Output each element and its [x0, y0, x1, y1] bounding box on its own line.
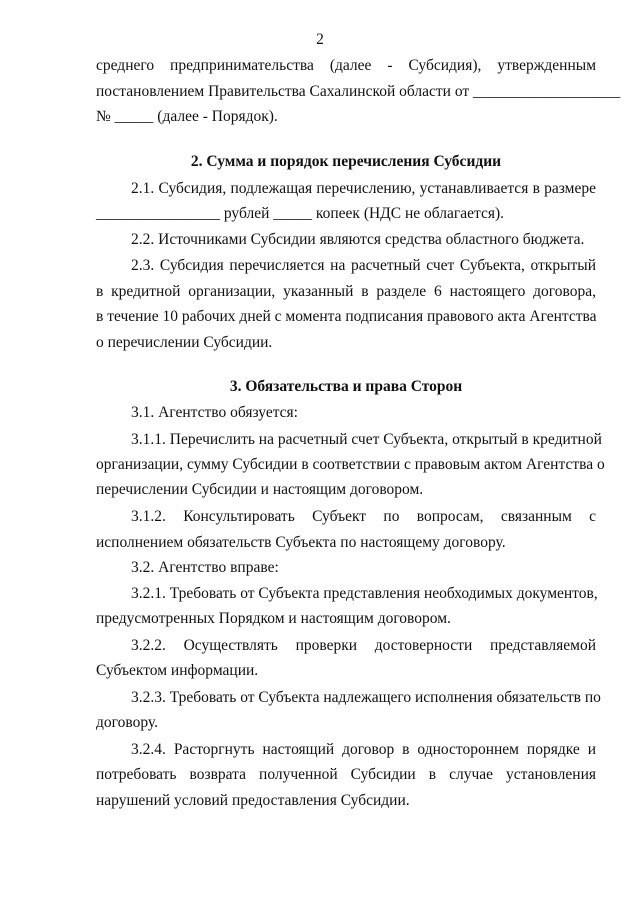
- text-line: в кредитной организации, указанный в разделе 6 настоящего договора,: [96, 283, 596, 300]
- text-line: 2.2. Источниками Субсидии являются средства областного бюджета.: [131, 231, 585, 248]
- text-line: 3.2.4. Расторгнуть настоящий договор в одностороннем порядке и: [131, 741, 596, 758]
- text-line: 3.1. Агентство обязуется:: [131, 404, 298, 421]
- text-line: 3.2.2. Осуществлять проверки достоверности представляемой: [131, 637, 596, 654]
- text-line: постановлением Правительства Сахалинской области от ___________________: [96, 83, 621, 100]
- text-line: 3.2.3. Требовать от Субъекта надлежащего исполнения обязательств по: [131, 689, 601, 706]
- text-line: нарушений условий предоставления Субсидии.: [96, 792, 410, 809]
- section-heading-3: 3. Обязательства и права Сторон: [229, 378, 463, 395]
- text-line: предусмотренных Порядком и настоящим договором.: [96, 610, 451, 627]
- text-line: № _____ (далее - Порядок).: [96, 108, 278, 125]
- text-line: 3.1.2. Консультировать Субъект по вопросам, связанным с: [131, 508, 596, 525]
- text-line: 2.1. Субсидия, подлежащая перечислению, устанавливается в размере: [131, 180, 596, 197]
- text-line: организации, сумму Субсидии в соответствии с правовым актом Агентства о: [96, 456, 605, 473]
- text-line: среднего предпринимательства (далее - Субсидия), утвержденным: [96, 57, 596, 74]
- text-line: 3.1.1. Перечислить на расчетный счет Субъекта, открытый в кредитной: [131, 431, 602, 448]
- text-line: 3.2. Агентство вправе:: [131, 559, 279, 576]
- text-line: договору.: [96, 714, 158, 731]
- text-line: исполнением обязательств Субъекта по настоящему договору.: [96, 534, 506, 551]
- text-line: 2.3. Субсидия перечисляется на расчетный счет Субъекта, открытый: [131, 257, 596, 274]
- text-line: перечислении Субсидии и настоящим договором.: [96, 481, 424, 498]
- text-line: ________________ рублей _____ копеек (НДС не облагается).: [96, 205, 505, 222]
- text-line: 3.2.1. Требовать от Субъекта представления необходимых документов,: [131, 585, 598, 602]
- page-number: 2: [316, 31, 324, 48]
- section-heading-2: 2. Сумма и порядок перечисления Субсидии: [190, 153, 502, 170]
- text-line: Субъектом информации.: [96, 662, 259, 679]
- text-line: о перечислении Субсидии.: [96, 334, 273, 351]
- text-line: в течение 10 рабочих дней с момента подписания правового акта Агентства: [96, 308, 597, 325]
- text-line: потребовать возврата полученной Субсидии в случае установления: [96, 766, 596, 783]
